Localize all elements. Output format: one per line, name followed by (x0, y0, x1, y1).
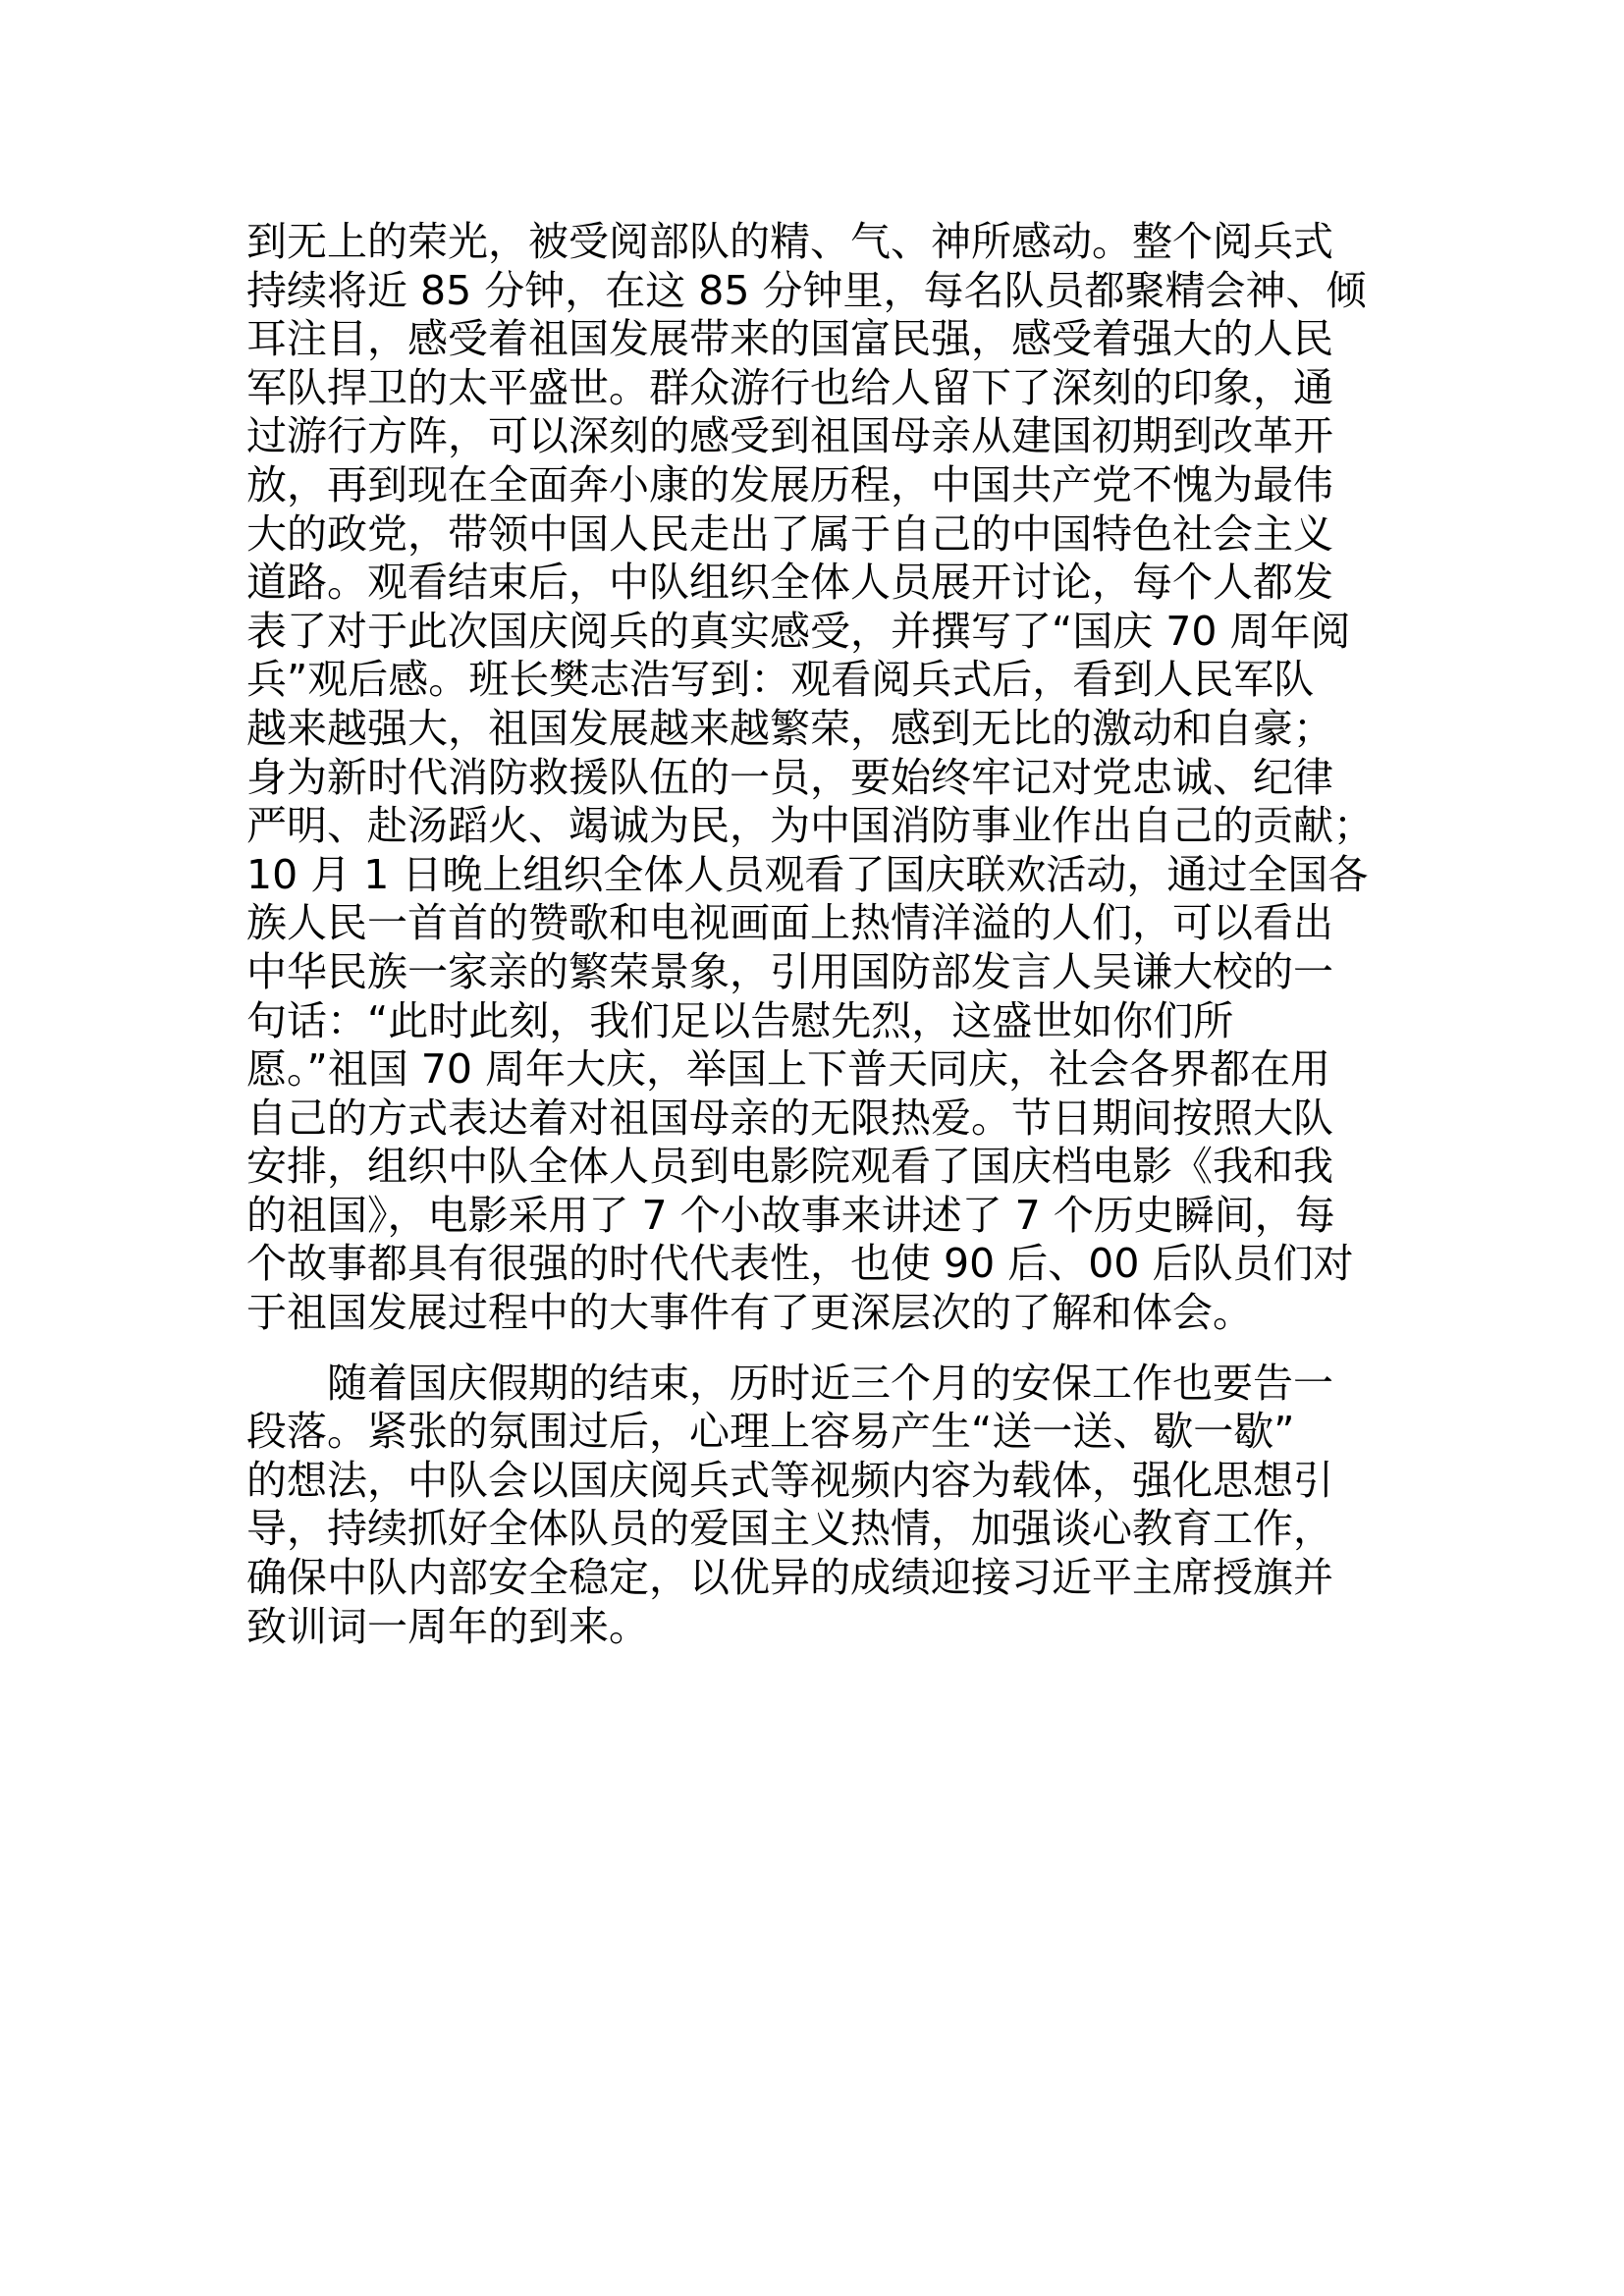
text-line: 过游行方阵，可以深刻的感受到祖国母亲从建国初期到改革开 (246, 412, 1333, 460)
text-line: 确保中队内部安全稳定，以优异的成绩迎接习近平主席授旗并 (246, 1554, 1333, 1602)
paragraph-2 (246, 1360, 1380, 1652)
text-line: 持续将近 85 分钟，在这 85 分钟里，每名队员都聚精会神、倾 (246, 266, 1367, 314)
text-line: 道路。观看结束后，中队组织全体人员展开讨论，每个人都发 (246, 559, 1333, 607)
text-line: 随着国庆假期的结束，历时近三个月的安保工作也要告一 (246, 1359, 1333, 1407)
text-line: 放，再到现在全面奔小康的发展历程，中国共产党不愧为最伟 (246, 460, 1333, 508)
text-line: 10 月 1 日晚上组织全体人员观看了国庆联欢活动，通过全国各 (246, 850, 1369, 898)
text-line: 身为新时代消防救援队伍的一员，要始终牢记对党忠诚、纪律 (246, 753, 1333, 801)
text-line: 族人民一首首的赞歌和电视画面上热情洋溢的人们，可以看出 (246, 899, 1333, 947)
text-line: 的祖国》，电影采用了 7 个小故事来讲述了 7 个历史瞬间，每 (246, 1191, 1335, 1239)
text-line: 段落。紧张的氛围过后，心理上容易产生“送一送、歇一歇” (246, 1408, 1295, 1456)
text-line: 耳注目，感受着祖国发展带来的国富民强，感受着强大的人民 (246, 315, 1333, 363)
text-line: 个故事都具有很强的时代代表性，也使 90 后、00 后队员们对 (246, 1240, 1354, 1288)
text-line: 自己的方式表达着对祖国母亲的无限热爱。节日期间按照大队 (246, 1094, 1333, 1142)
body-text (246, 218, 1380, 1651)
text-line: 安排，组织中队全体人员到电影院观看了国庆档电影《我和我 (246, 1143, 1333, 1191)
text-line: 表了对于此次国庆阅兵的真实感受，并撰写了“国庆 70 周年阅 (246, 607, 1351, 655)
paragraph-spacer (246, 1338, 1380, 1360)
text-line: 到无上的荣光，被受阅部队的精、气、神所感动。整个阅兵式 (246, 218, 1333, 265)
text-line: 兵”观后感。班长樊志浩写到：观看阅兵式后，看到人民军队 (246, 656, 1315, 704)
text-line: 导，持续抓好全体队员的爱国主义热情，加强谈心教育工作， (246, 1505, 1333, 1553)
text-line: 的想法，中队会以国庆阅兵式等视频内容为载体，强化思想引 (246, 1456, 1333, 1504)
text-line: 中华民族一家亲的繁荣景象，引用国防部发言人吴谦大校的一 (246, 947, 1333, 995)
text-line: 严明、赴汤蹈火、竭诚为民，为中国消防事业作出自己的贡献； (246, 802, 1374, 850)
paragraph-1 (246, 218, 1380, 1338)
text-line: 大的政党，带领中国人民走出了属于自己的中国特色社会主义 (246, 509, 1333, 558)
text-line: 军队捍卫的太平盛世。群众游行也给人留下了深刻的印象，通 (246, 363, 1333, 411)
text-line: 愿。”祖国 70 周年大庆，举国上下普天同庆，社会各界都在用 (246, 1045, 1330, 1094)
text-line: 越来越强大，祖国发展越来越繁荣，感到无比的激动和自豪； (246, 704, 1333, 752)
text-line: 于祖国发展过程中的大事件有了更深层次的了解和体会。 (246, 1289, 1253, 1337)
text-line: 句话：“此时此刻，我们足以告慰先烈，这盛世如你们所 (246, 996, 1234, 1044)
text-line: 致训词一周年的到来。 (246, 1602, 649, 1650)
